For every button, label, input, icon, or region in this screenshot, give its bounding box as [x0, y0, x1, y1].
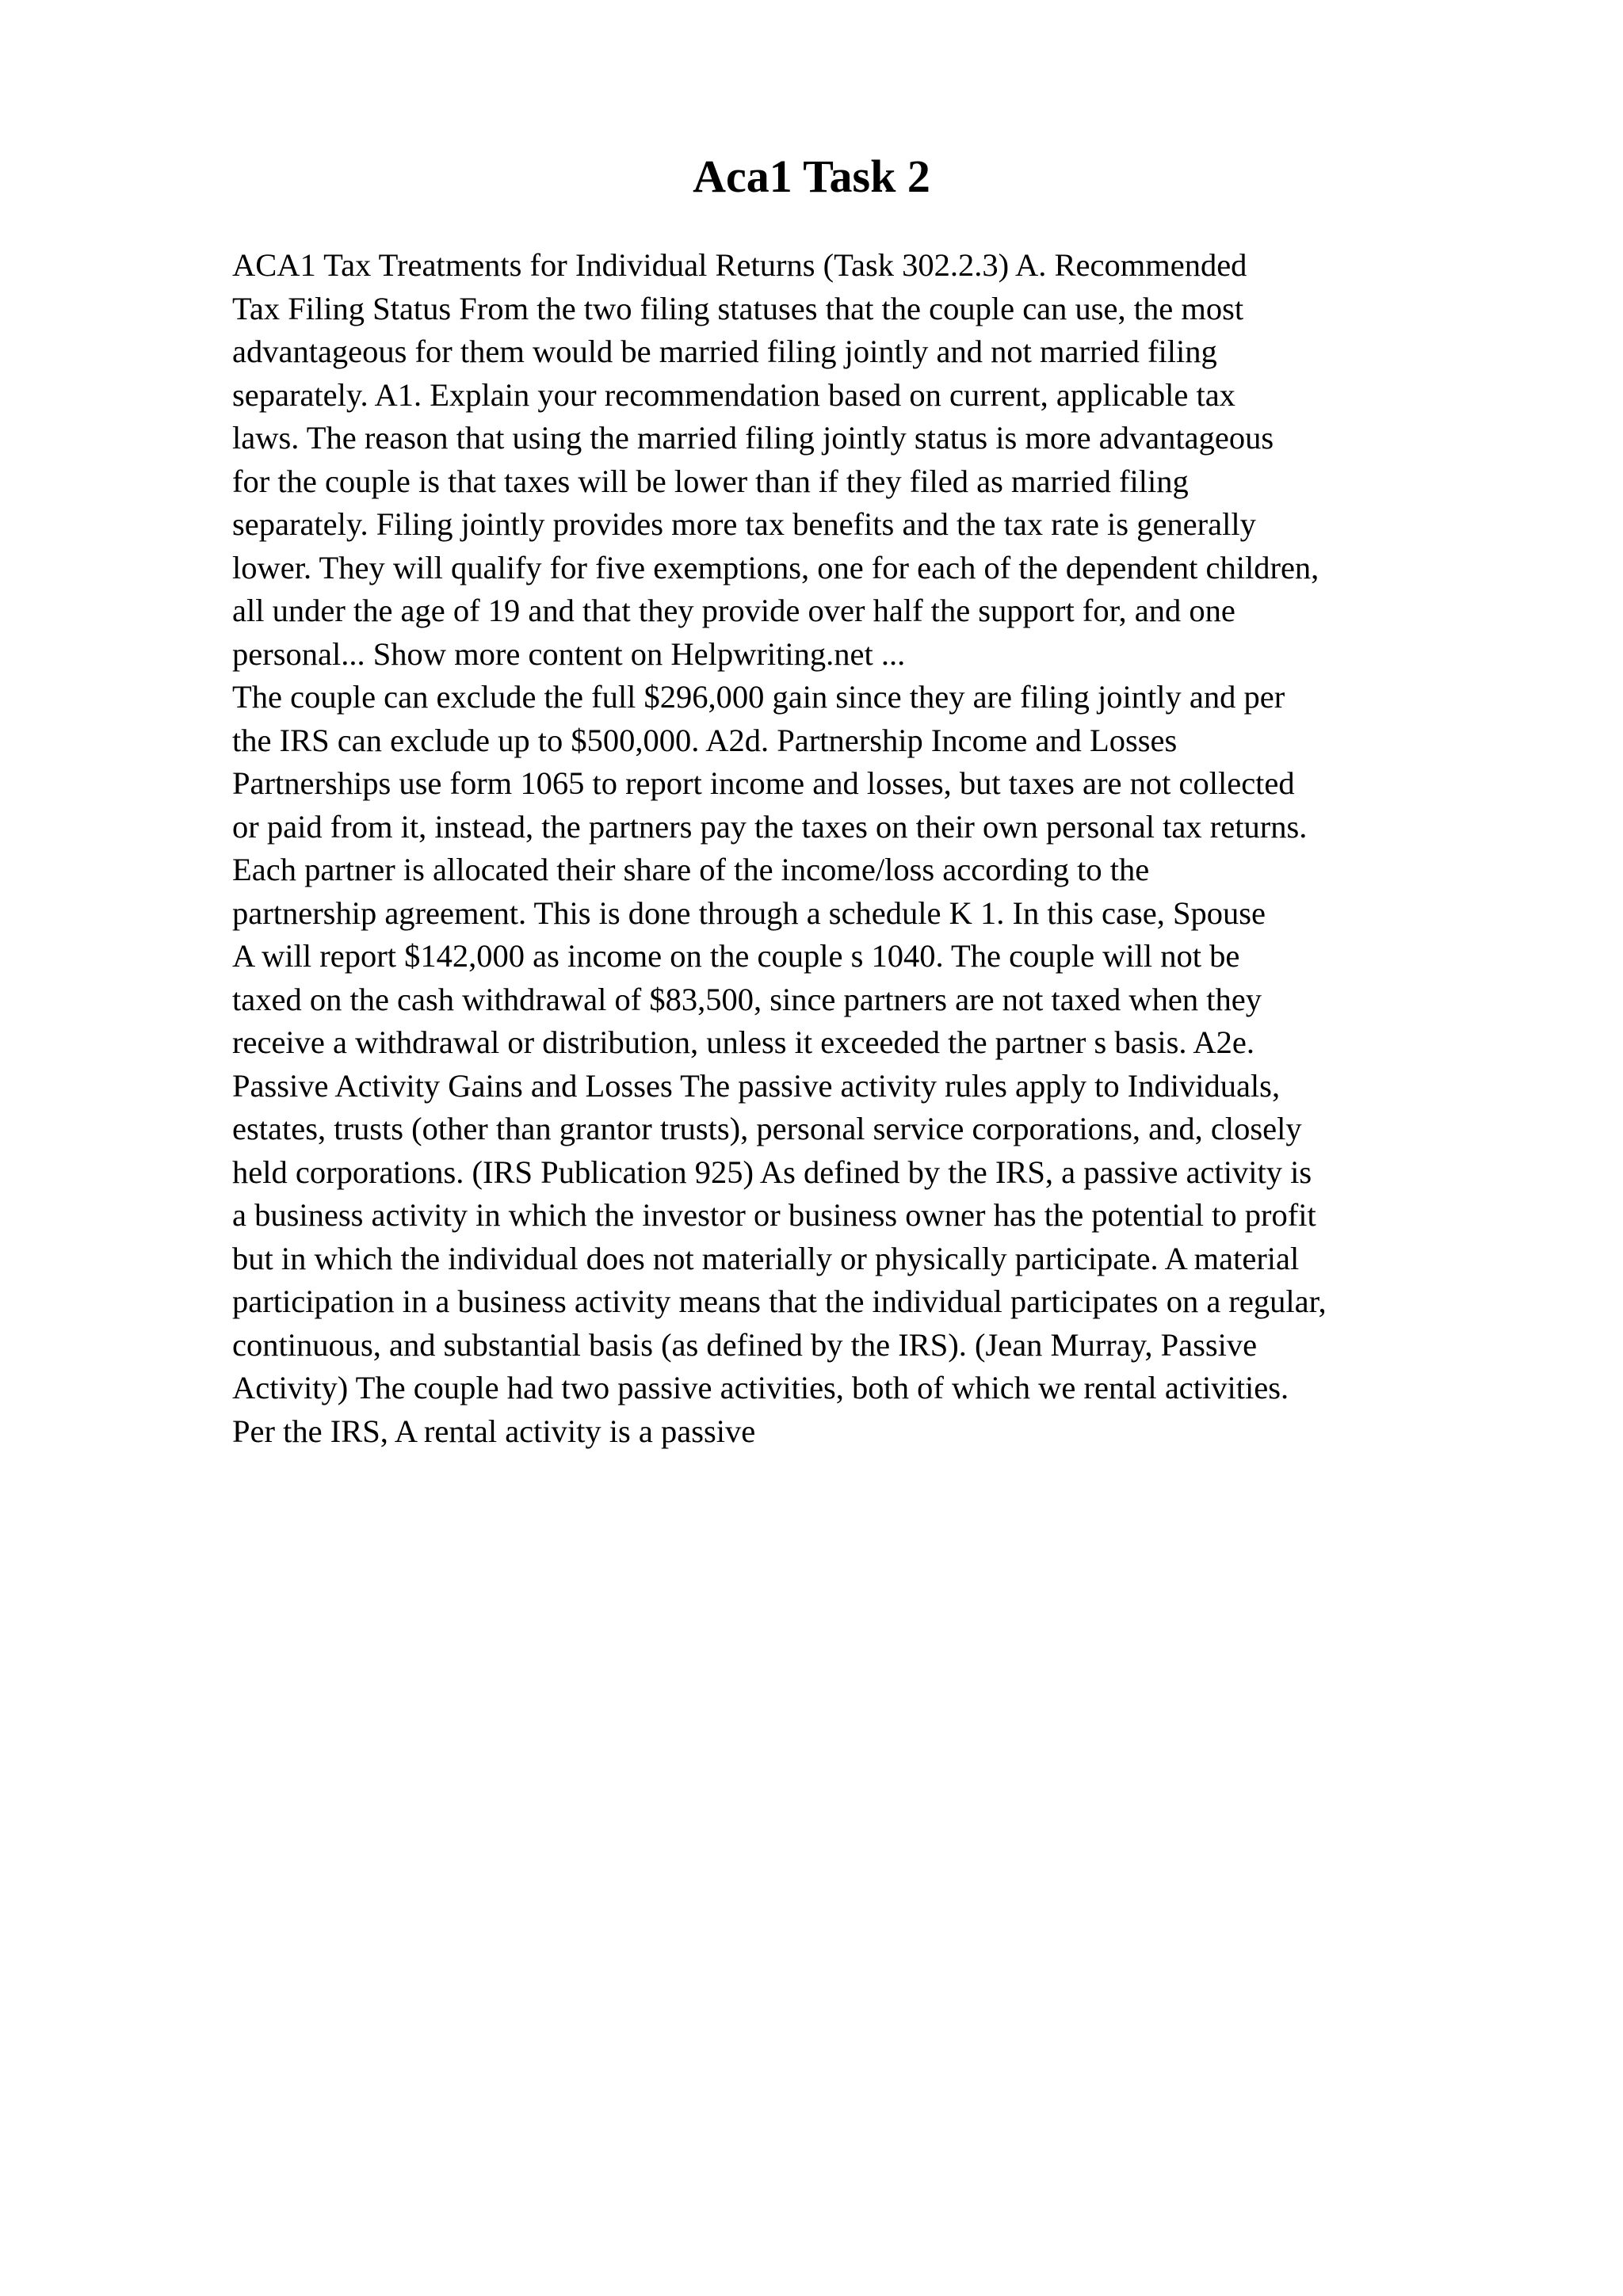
paragraph-1 — [232, 244, 1516, 676]
text-line: estates, trusts (other than grantor trusts), personal service corporations, and, closely — [232, 1111, 1302, 1146]
text-line: personal... Show more content on Helpwriting.net ... — [232, 635, 906, 672]
document-title: Aca1 Task 2 — [693, 151, 930, 202]
text-line: A will report $142,000 as income on the couple s 1040. The couple will not be — [232, 938, 1240, 974]
text-line: ACA1 Tax Treatments for Individual Returns (Task 302.2.3) A. Recommended — [232, 247, 1247, 283]
text-line: separately. Filing jointly provides more tax benefits and the tax rate is generally — [232, 506, 1256, 542]
text-line: for the couple is that taxes will be lower than if they filed as married filing — [232, 463, 1189, 499]
text-line: laws. The reason that using the married filing jointly status is more advantageous — [232, 420, 1274, 456]
text-line: partnership agreement. This is done through a schedule K 1. In this case, Spouse — [232, 894, 1266, 931]
text-line: a business activity in which the investor or business owner has the potential to profit — [232, 1197, 1316, 1233]
text-line: The couple can exclude the full $296,000 gain since they are filing jointly and per — [232, 679, 1285, 715]
paragraph-2 — [232, 676, 1516, 1453]
text-line: or paid from it, instead, the partners pay the taxes on their own personal tax returns. — [232, 808, 1308, 845]
text-line: the IRS can exclude up to $500,000. A2d. Partnership Income and Losses — [232, 722, 1178, 758]
text-line: held corporations. (IRS Publication 925) As defined by the IRS, a passive activity is — [232, 1154, 1312, 1190]
text-line: Partnerships use form 1065 to report income and losses, but taxes are not collected — [232, 765, 1295, 801]
text-line: all under the age of 19 and that they provide over half the support for, and one — [232, 593, 1235, 628]
text-line: receive a withdrawal or distribution, unless it exceeded the partner s basis. A2e. — [232, 1024, 1254, 1060]
text-line: Each partner is allocated their share of the income/loss according to the — [232, 852, 1150, 887]
text-line: Per the IRS, A rental activity is a passive — [232, 1413, 756, 1449]
text-line: continuous, and substantial basis (as defined by the IRS). (Jean Murray, Passive — [232, 1326, 1258, 1363]
document-body — [232, 244, 1516, 1453]
text-line: but in which the individual does not materially or physically participate. A material — [232, 1240, 1300, 1276]
text-line: Passive Activity Gains and Losses The passive activity rules apply to Individuals, — [232, 1067, 1281, 1104]
text-line: participation in a business activity means that the individual participates on a regular, — [232, 1283, 1327, 1319]
text-line: Activity) The couple had two passive activities, both of which we rental activities. — [232, 1370, 1289, 1405]
text-line: advantageous for them would be married filing jointly and not married filing — [232, 334, 1217, 369]
text-line: lower. They will qualify for five exemptions, one for each of the dependent children, — [232, 549, 1319, 585]
text-line: separately. A1. Explain your recommendation based on current, applicable tax — [232, 376, 1235, 413]
text-line: Tax Filing Status From the two filing statuses that the couple can use, the most — [232, 290, 1244, 326]
text-line: taxed on the cash withdrawal of $83,500, since partners are not taxed when they — [232, 981, 1262, 1017]
